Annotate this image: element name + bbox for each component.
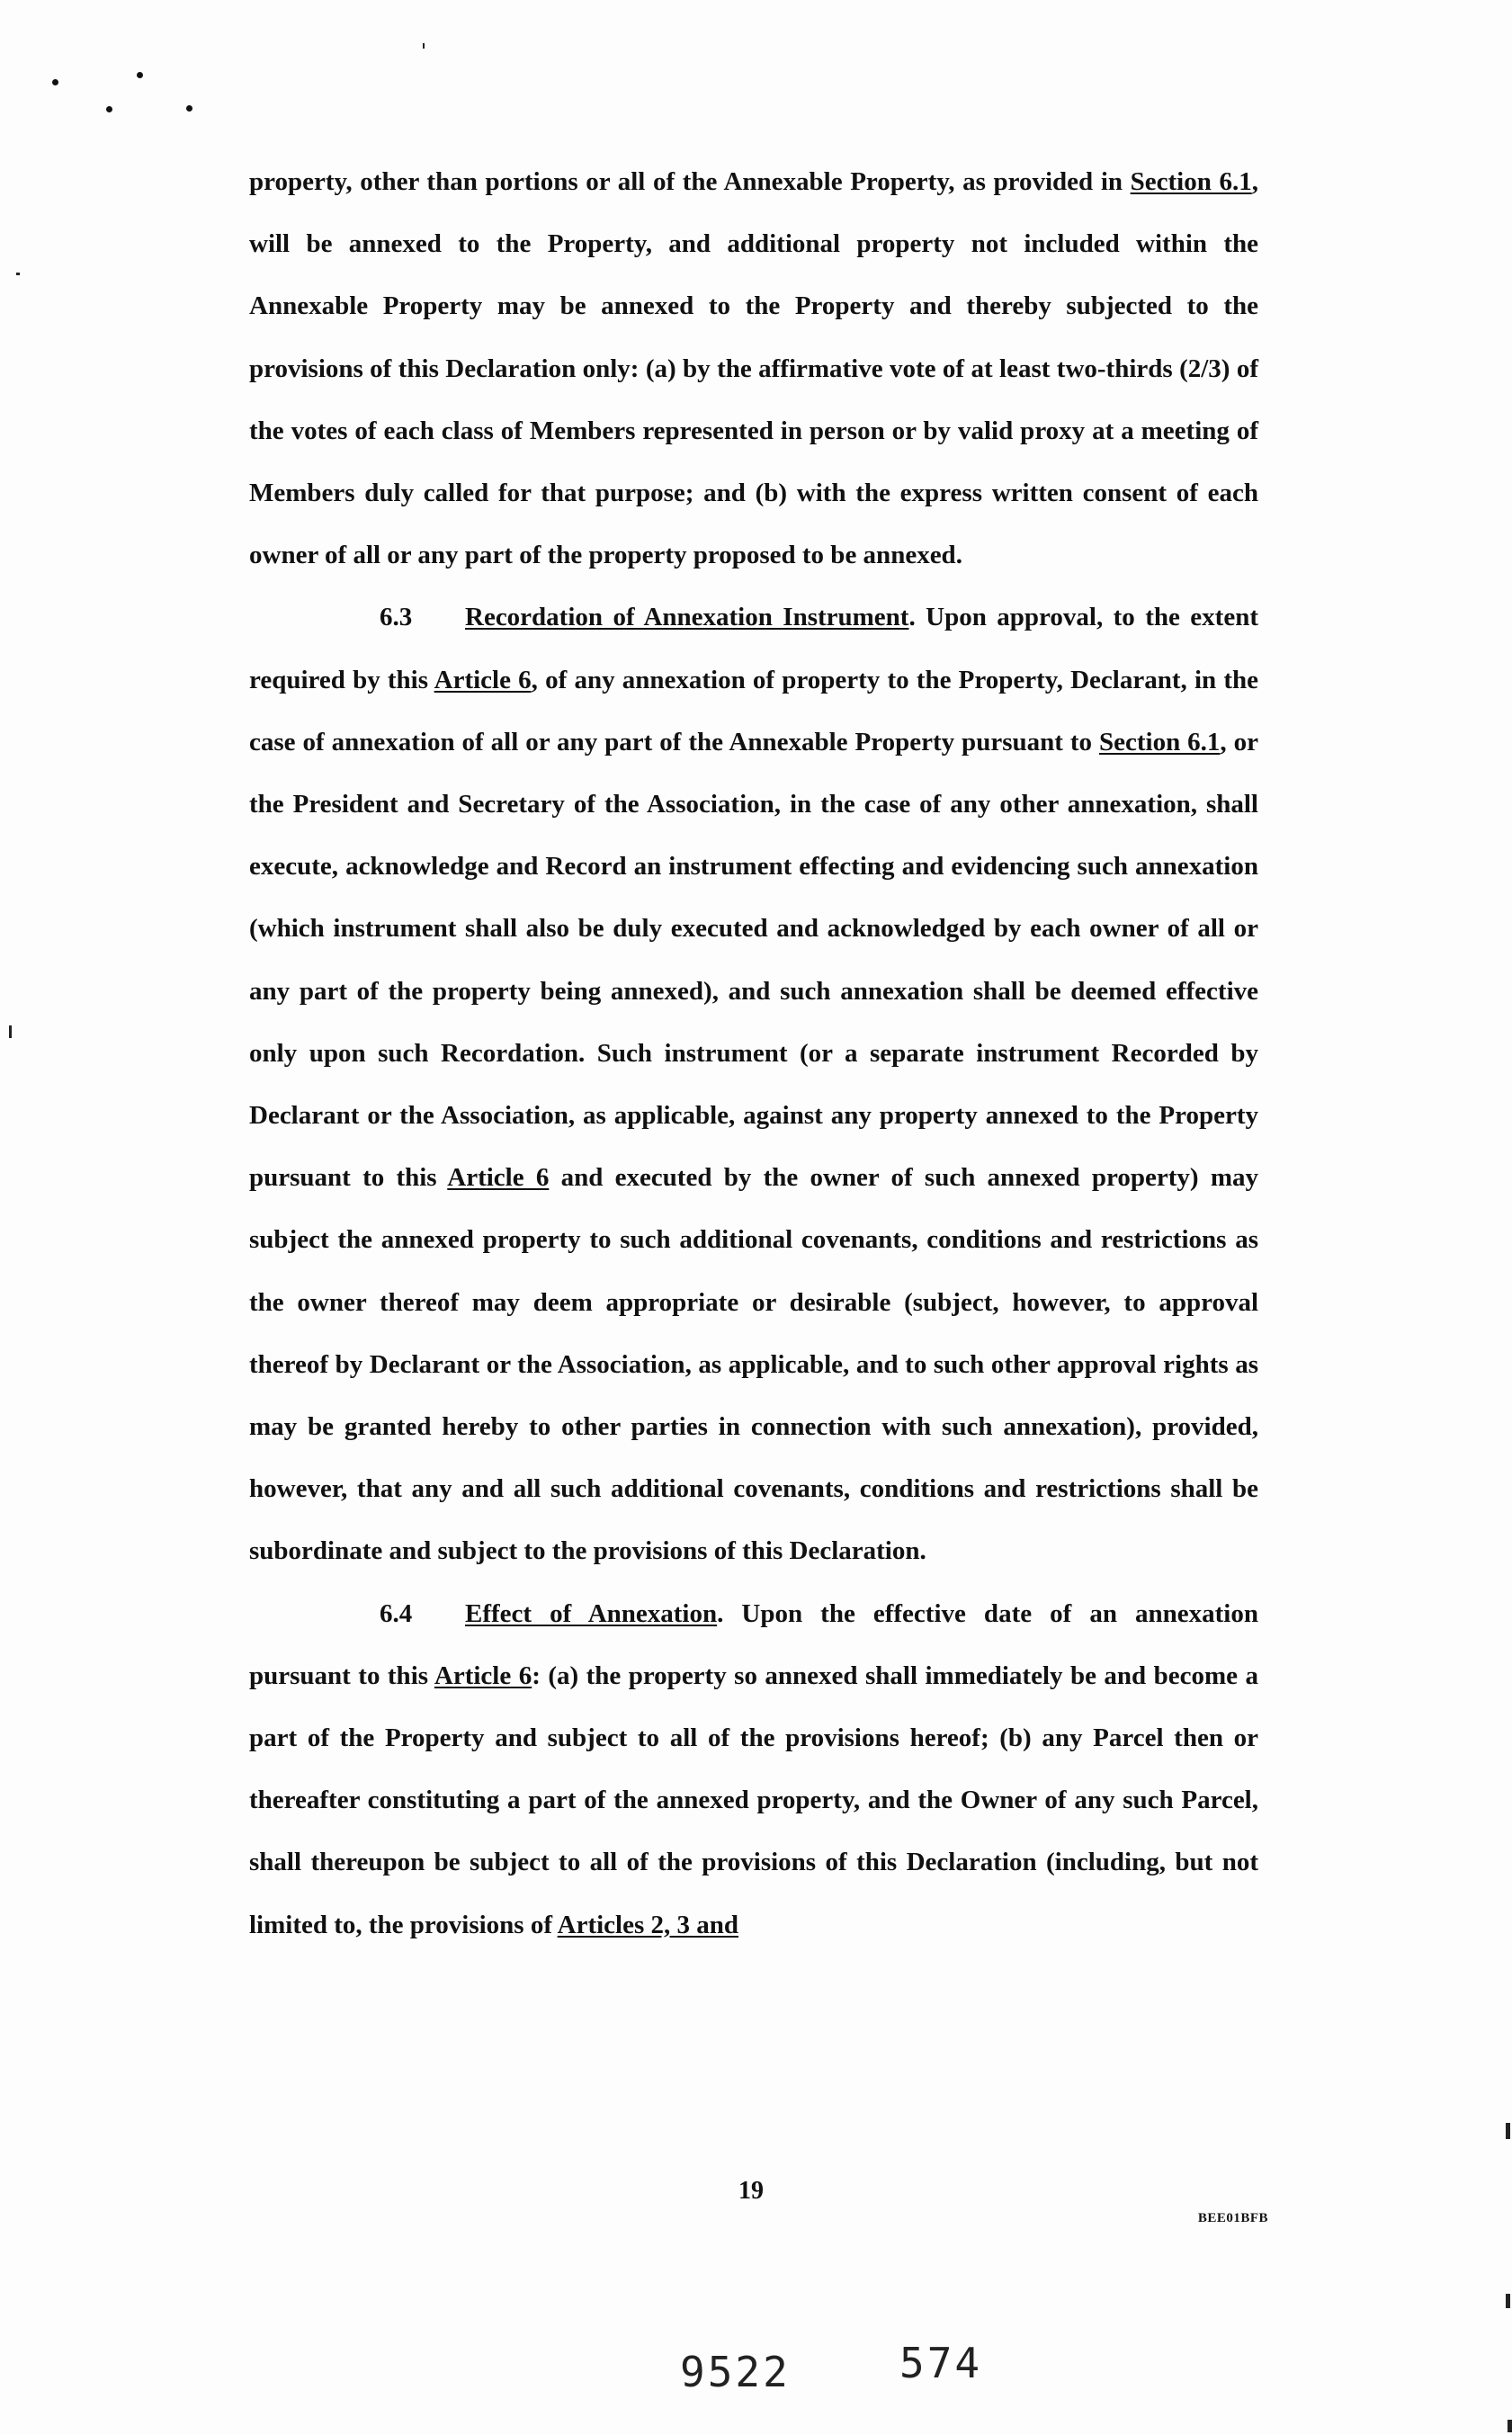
underlined-reference: Recordation of Annexation Instrument [465,603,909,632]
scan-edge-mark [9,1025,12,1038]
record-stamp-page: 574 [899,2339,983,2387]
text-run: . Upon approval, to the extent required by this [249,603,1258,694]
underlined-reference: Article 6 [434,1661,532,1690]
scan-speck [106,106,112,112]
text-run: property, other than portions or all of the Annexable Property, as provided in [249,167,1131,196]
scan-edge-mark [423,43,425,49]
scan-speck [137,72,143,78]
underlined-reference: Effect of Annexation [465,1598,718,1628]
section-number: 6.3 [380,603,413,632]
section-number: 6.4 [380,1598,413,1628]
underlined-reference: Article 6 [447,1163,550,1193]
text-run: and executed by the owner of such annexed property) may subject the annexed property to such additional covenants, conditions and restrictions as the owner thereof may deem appropriate or desirable (subject, however, to approval thereof by Declarant or the Association, as applicable, and to such other approval rights as may be granted hereby to other parties in connection with such annexation), provided, however, that any and all such additional covenants, conditions and restrictions shall be subordinate and subject to the provisions of this Declaration. [249,1163,1258,1566]
text-run: , will be annexed to the Property, and additional property not included within the Annexable Property may be annexed to the Property and thereby subjected to the provisions of this Declaration only: (a) by the affirmative vote of at least two-thirds (2/3) of the votes of each class of Members represented in person or by valid proxy at a meeting of Members duly called for that purpose; and (b) with the express written consent of each owner of all or any part of the property proposed to be annexed. [249,167,1258,570]
scan-edge-mark [1508,2420,1512,2432]
document-code: BEE01BFB [1197,2211,1268,2225]
underlined-reference: Articles 2, 3 and [557,1910,739,1939]
underlined-reference: Section 6.1 [1098,727,1221,756]
text-run: . Upon the effective date of an annexation pursuant to this [249,1598,1258,1690]
underlined-reference: Article 6 [434,665,532,694]
text-run: : (a) the property so annexed shall immediately be and become a part of the Property and subject to all of the provisions hereof; (b) any Parcel then or thereafter constituting a part of the annexed property, and the Owner of any such Parcel, shall thereupon be subject to all of the provisions of this Declaration (including, but not limited to, the provisions of [249,1661,1259,1939]
text-run: , or the President and Secretary of the Association, in the case of any other annexation, shall execute, acknowledge and Record an instrument effecting and evidencing such annexation (which instrument shall also be duly executed and acknowledged by each owner of all or any part of the property being annexed), and such annexation shall be deemed effective only upon such Recordation. Such instrument (or a separate instrument Recorded by Declarant or the Association, as applicable, against any property annexed to the Property pursuant to this [249,727,1259,1193]
record-stamp-book: 9522 [680,2348,791,2396]
scan-edge-mark [1506,2294,1510,2308]
paragraph [249,586,1258,1582]
page-number: 19 [738,2177,764,2205]
scan-speck [186,105,192,112]
document-body [249,151,1258,1956]
scan-speck [52,79,58,85]
underlined-reference: Section 6.1 [1130,167,1252,196]
scan-edge-mark [1506,2123,1510,2139]
scan-edge-mark [16,273,20,275]
text-run: , of any annexation of property to the Property, Declarant, in the case of annexation of all or any part of the Annexable Property pursuant to [249,665,1258,756]
paragraph [249,151,1258,586]
paragraph [249,1583,1258,1956]
